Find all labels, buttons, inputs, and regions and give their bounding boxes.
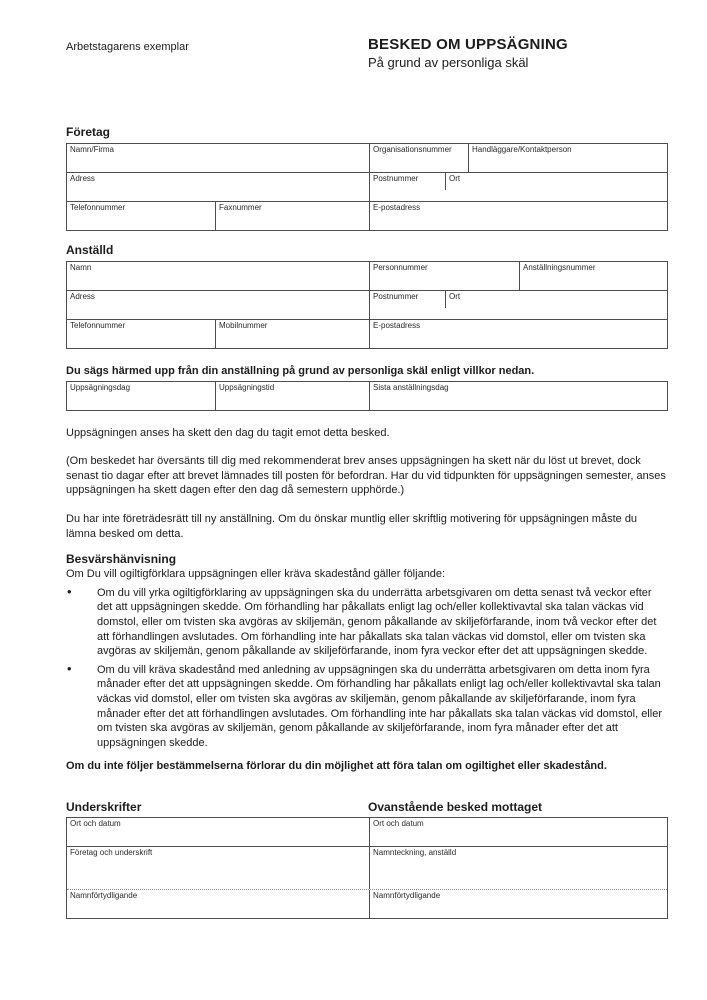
company-contact-field[interactable] <box>468 144 667 172</box>
company-zip-label: Postnummer <box>373 174 419 183</box>
employee-employment-number-field[interactable] <box>519 262 667 290</box>
company-fax-label: Faxnummer <box>219 203 262 212</box>
notice-period-label: Uppsägningstid <box>219 382 275 392</box>
company-city-field[interactable] <box>446 173 667 201</box>
sig-employee-place-date-field[interactable] <box>369 818 667 846</box>
employee-address-label: Adress <box>70 292 95 301</box>
employee-table-row-1 <box>67 262 667 290</box>
company-email-label: E-postadress <box>373 203 421 212</box>
employee-address-field[interactable] <box>67 291 369 319</box>
terms-intro: Du sägs härmed upp från din anställning på grund av personliga skäl enligt villkor nedan. <box>66 365 535 377</box>
company-contact-label: Handläggare/Kontaktperson <box>472 145 572 154</box>
signature-section <box>66 800 668 919</box>
sig-company-name-clarification-field[interactable] <box>67 890 369 918</box>
employee-personal-number-label: Personnummer <box>373 263 428 272</box>
form-title: BESKED OM UPPSÄGNING <box>368 36 568 53</box>
notice-period-field[interactable] <box>215 382 369 410</box>
paragraph-registered-mail: (Om beskedet har översänts till dig med rekommenderat brev anses uppsägningen ha skett när du löst ut brevet, dock senast tio dagar efter att brevet lämnades till posten för befordran. Har du vid tidpunkten för uppsägningen semester, anses uppsägningen ha skett dagen efter den dag då semestern upphörde.) <box>66 455 666 497</box>
sig-employee-name-clarification-field[interactable] <box>369 890 667 918</box>
signature-row-place-date <box>67 818 667 846</box>
employee-name-field[interactable] <box>67 262 369 290</box>
sig-company-signature-label: Företag och underskrift <box>70 847 153 857</box>
employee-city-label: Ort <box>449 292 461 301</box>
notice-day-field[interactable] <box>67 382 215 410</box>
signature-row-name-clarification <box>67 889 667 918</box>
employee-zip-city-cell <box>369 291 667 319</box>
sig-employee-name-clarification-label: Namnförtydligande <box>373 890 441 900</box>
company-fax-field[interactable] <box>215 202 369 230</box>
page-content <box>66 0 668 919</box>
company-table-row-1 <box>67 144 667 172</box>
employee-zip-field[interactable] <box>370 291 445 319</box>
sig-company-signature-field[interactable] <box>67 847 369 889</box>
title-block <box>368 36 568 70</box>
signatures-heading: Underskrifter <box>66 799 142 814</box>
employee-section-heading: Anställd <box>66 243 114 257</box>
last-employment-day-label: Sista anställningsdag <box>373 382 449 392</box>
company-table <box>66 143 668 231</box>
copy-label: Arbetstagarens exemplar <box>66 41 189 53</box>
appeal-section-heading: Besvärshänvisning <box>66 552 177 567</box>
paragraph-priority-rights: Du har inte företrädesrätt till ny anställning. Om du önskar muntlig eller skriftlig motivering för uppsägningen måste du lämna besked om detta. <box>66 512 638 540</box>
employee-phone-label: Telefonnummer <box>70 321 126 330</box>
appeal-item-damages: • Om du vill kräva skadestånd med anledning av uppsägningen ska du underrätta arbetsgivaren om detta inom fyra månader efter det att uppsägningen skedde. Om förhandling har påkallats enligt lag och/eller kollektivavtal ska talan väckas vid domstol, eller om tvisten ska avgöras av skiljemän, genom påkallande av skiljeförfarande, inom fyra månader efter det att förhandlingen avslutades. Om förhandling inte har påkallats ska talan väckas vid domstol, eller om tvisten ska avgöras av skiljemän, genom påkallande av skiljeförfarande, inom fyra månader efter det att uppsägningen skedde. <box>66 663 668 751</box>
sig-company-place-date-label: Ort och datum <box>70 818 121 828</box>
terms-table <box>66 381 668 411</box>
employee-email-field[interactable] <box>369 320 667 348</box>
employee-city-field[interactable] <box>446 291 667 319</box>
appeal-list <box>66 586 668 751</box>
employee-personal-number-field[interactable] <box>369 262 519 290</box>
company-name-field[interactable] <box>67 144 369 172</box>
employee-phone-field[interactable] <box>67 320 215 348</box>
sig-employee-signature-field[interactable] <box>369 847 667 889</box>
company-city-label: Ort <box>449 174 461 183</box>
company-org-number-label: Organisationsnummer <box>373 145 452 154</box>
employee-mobile-field[interactable] <box>215 320 369 348</box>
company-org-number-field[interactable] <box>369 144 468 172</box>
company-phone-field[interactable] <box>67 202 215 230</box>
appeal-item-invalidate: • Om du vill yrka ogiltigförklaring av uppsägningen ska du underrätta arbetsgivaren om detta senast två veckor efter det att uppsägningen skedde. Om förhandling har påkallats enligt lag och/eller kollektivavtal ska talan väckas vid domstol, eller om tvisten ska avgöras av skiljemän, genom påkallande av skiljeförfarande, inom två veckor efter det att förhandlingen avslutades. Om förhandling inte har påkallats ska talan väckas vid domstol, eller om tvisten ska avgöras av skiljemän, genom påkallande av skiljeförfarande, inom fyra veckor efter det att uppsägningen skedde. <box>66 586 668 659</box>
signature-headings <box>66 800 668 815</box>
company-section-heading: Företag <box>66 125 111 139</box>
employee-name-label: Namn <box>70 263 92 272</box>
notice-received-heading: Ovanstående besked mottaget <box>368 799 543 814</box>
employee-employment-number-label: Anställningsnummer <box>523 263 596 272</box>
signature-table <box>66 817 668 919</box>
employee-table-row-3 <box>67 319 667 348</box>
last-employment-day-field[interactable] <box>369 382 667 410</box>
sig-company-place-date-field[interactable] <box>67 818 369 846</box>
company-address-label: Adress <box>70 174 95 183</box>
employee-zip-label: Postnummer <box>373 292 419 301</box>
sig-employee-signature-label: Namnteckning, anställd <box>373 847 457 857</box>
company-address-field[interactable] <box>67 173 369 201</box>
sig-company-name-clarification-label: Namnförtydligande <box>70 890 138 900</box>
employee-table <box>66 261 668 349</box>
company-name-label: Namn/Firma <box>70 145 115 154</box>
paragraph-received: Uppsägningen anses ha skett den dag du tagit emot detta besked. <box>66 426 390 439</box>
signature-row-signature <box>67 846 667 889</box>
terms-table-row <box>67 382 667 410</box>
company-zip-field[interactable] <box>370 173 445 201</box>
appeal-closing: Om du inte följer bestämmelserna förlorar du din möjlighet att föra talan om ogiltighet eller skadestånd. <box>66 760 607 773</box>
employee-table-row-2 <box>67 290 667 319</box>
form-header <box>66 0 668 84</box>
company-zip-city-cell <box>369 173 667 201</box>
company-table-row-2 <box>67 172 667 201</box>
employee-mobile-label: Mobilnummer <box>219 321 268 330</box>
form-subtitle: På grund av personliga skäl <box>368 55 529 70</box>
company-email-field[interactable] <box>369 202 667 230</box>
sig-employee-place-date-label: Ort och datum <box>373 818 424 828</box>
company-phone-label: Telefonnummer <box>70 203 126 212</box>
employee-email-label: E-postadress <box>373 321 421 330</box>
appeal-intro: Om Du vill ogiltigförklara uppsägningen eller kräva skadestånd gäller följande: <box>66 568 446 581</box>
company-table-row-3 <box>67 201 667 230</box>
notice-day-label: Uppsägningsdag <box>70 382 131 392</box>
